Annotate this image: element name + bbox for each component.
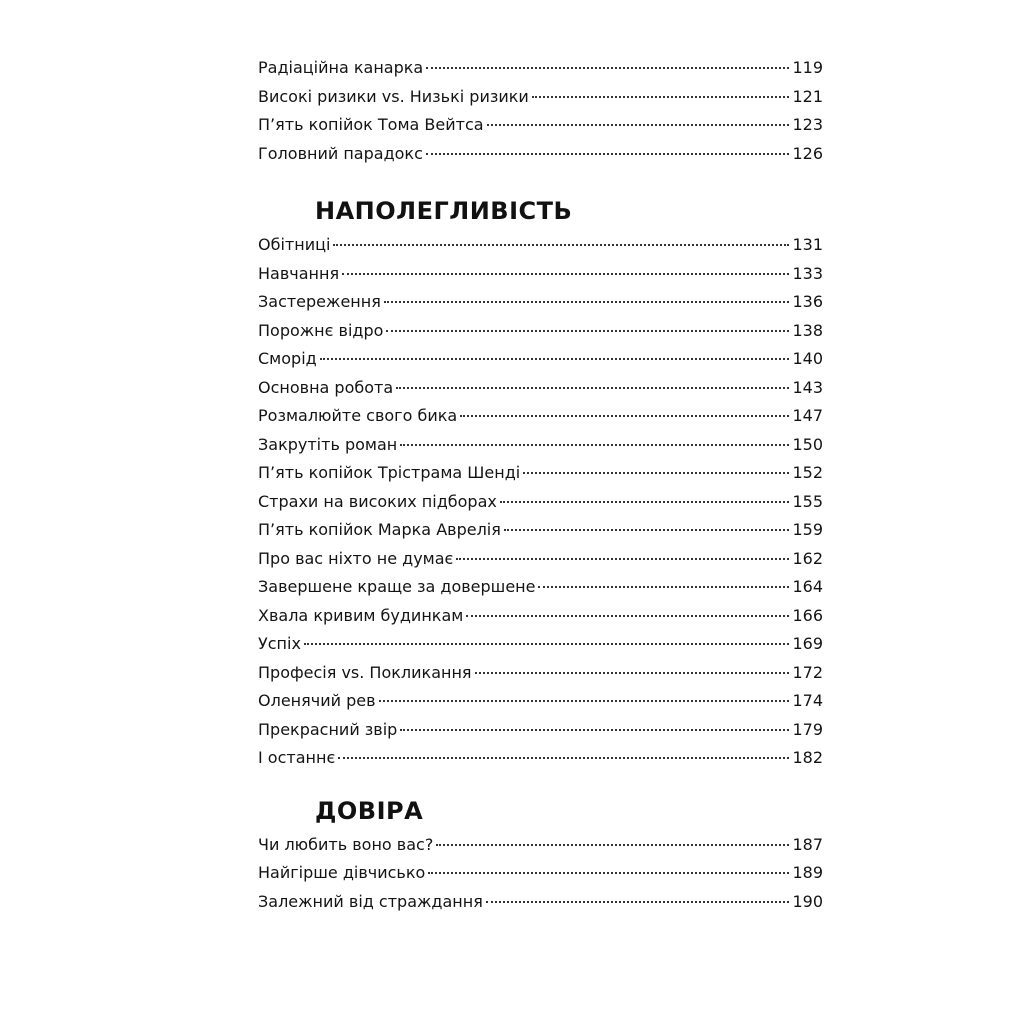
toc-entry <box>258 459 823 488</box>
dot-leader <box>338 757 789 759</box>
dot-leader <box>504 529 790 531</box>
toc-entry-title: Оленячий рев <box>258 691 376 710</box>
dot-leader <box>538 586 789 588</box>
toc-entry-page-number: 182 <box>792 748 823 767</box>
toc-entry-page-number: 166 <box>792 605 823 625</box>
dot-leader <box>532 96 790 98</box>
toc-entry-page-number: 152 <box>792 463 823 482</box>
toc-entry-title: П’ять копійок Тома Вейтса <box>258 115 484 134</box>
toc-section-continued <box>258 54 823 168</box>
toc-entry-title: Порожнє відро <box>258 320 384 340</box>
dot-leader <box>426 153 790 155</box>
toc-entry-page-number: 123 <box>792 115 823 134</box>
toc-entry-page-number: 169 <box>792 634 823 653</box>
toc-entry-page-number: 189 <box>792 863 823 882</box>
toc-entry-page-number: 155 <box>792 491 823 511</box>
toc-entry-page-number: 187 <box>792 834 823 854</box>
dot-leader <box>486 901 790 903</box>
toc-entry <box>258 374 823 403</box>
toc-entry-title: Завершене краще за довершене <box>258 577 536 596</box>
toc-entry <box>258 260 823 289</box>
toc-entry-title: Чи любить воно вас? <box>258 834 434 854</box>
toc-entry-title: Сморід <box>258 349 317 368</box>
dot-leader <box>400 444 789 446</box>
toc-entry <box>258 859 823 888</box>
toc-entry-page-number: 131 <box>792 235 823 254</box>
dot-leader <box>400 729 789 731</box>
toc-entry-title: Головний парадокс <box>258 143 423 163</box>
toc-entry-title: П’ять копійок Марка Аврелія <box>258 520 501 539</box>
toc-entry-title: Високі ризики vs. Низькі ризики <box>258 86 529 106</box>
dot-leader <box>436 844 789 846</box>
dot-leader <box>333 244 789 246</box>
toc-entry-page-number: 190 <box>792 891 823 911</box>
toc-entry-page-number: 138 <box>792 320 823 340</box>
toc-entry-title: Найгірше дівчисько <box>258 863 426 882</box>
toc-entry-title: Обітниці <box>258 235 331 254</box>
toc-entry <box>258 317 823 346</box>
dot-leader <box>379 700 790 702</box>
toc-entry-page-number: 179 <box>792 719 823 739</box>
dot-leader <box>456 558 789 560</box>
toc-entry-title: Хвала кривим будинкам <box>258 605 464 625</box>
toc-entry-title: Страхи на високих підборах <box>258 491 497 511</box>
toc-entry-page-number: 172 <box>792 662 823 682</box>
dot-leader <box>460 415 789 417</box>
toc-entry-title: П’ять копійок Трістрама Шенді <box>258 463 521 482</box>
dot-leader <box>466 615 789 617</box>
toc-entry-title: Залежний від страждання <box>258 891 483 911</box>
dot-leader <box>386 330 789 332</box>
toc-entry-page-number: 159 <box>792 520 823 539</box>
toc-entry <box>258 659 823 688</box>
toc-entry-title: Успіх <box>258 634 301 653</box>
dot-leader <box>487 124 790 126</box>
toc-entry-page-number: 162 <box>792 548 823 568</box>
dot-leader <box>320 358 790 360</box>
toc-entry <box>258 231 823 260</box>
table-of-contents <box>258 54 823 916</box>
toc-entry <box>258 402 823 431</box>
toc-entry-page-number: 119 <box>792 58 823 77</box>
toc-entry <box>258 687 823 716</box>
toc-entry-page-number: 121 <box>792 86 823 106</box>
toc-entry-page-number: 147 <box>792 406 823 425</box>
section-heading-trust: ДОВІРА <box>315 796 424 825</box>
toc-entry-title: І останнє <box>258 748 336 767</box>
toc-entry-title: Навчання <box>258 263 340 283</box>
dot-leader <box>426 67 789 69</box>
toc-entry <box>258 602 823 631</box>
toc-entry <box>258 54 823 83</box>
toc-entry-page-number: 164 <box>792 577 823 596</box>
toc-entry <box>258 573 823 602</box>
toc-entry-title: Основна робота <box>258 377 394 397</box>
toc-entry <box>258 888 823 917</box>
dot-leader <box>428 872 789 874</box>
toc-entry-title: Про вас ніхто не думає <box>258 548 454 568</box>
section-heading-perseverance: НАПОЛЕГЛИВІСТЬ <box>315 197 573 225</box>
toc-entry-page-number: 126 <box>792 143 823 163</box>
toc-entry-title: Прекрасний звір <box>258 719 398 739</box>
dot-leader <box>396 387 789 389</box>
toc-entry <box>258 431 823 460</box>
toc-entry <box>258 545 823 574</box>
toc-entry-page-number: 174 <box>792 691 823 710</box>
toc-entry <box>258 716 823 745</box>
toc-entry-title: Закрутіть роман <box>258 434 398 454</box>
toc-entry <box>258 288 823 317</box>
toc-entry <box>258 83 823 112</box>
toc-entry-page-number: 143 <box>792 377 823 397</box>
dot-leader <box>342 273 789 275</box>
toc-entry <box>258 516 823 545</box>
toc-entry-title: Застереження <box>258 292 381 311</box>
toc-entry <box>258 744 823 773</box>
toc-entry-title: Професія vs. Покликання <box>258 662 472 682</box>
toc-entry-title: Радіаційна канарка <box>258 58 424 77</box>
toc-entry <box>258 488 823 517</box>
dot-leader <box>500 501 790 503</box>
toc-entry-page-number: 133 <box>792 263 823 283</box>
toc-entry-page-number: 136 <box>792 292 823 311</box>
toc-entry <box>258 345 823 374</box>
toc-entry <box>258 111 823 140</box>
toc-section-perseverance <box>258 231 823 773</box>
toc-entry <box>258 140 823 169</box>
toc-entry-page-number: 150 <box>792 434 823 454</box>
dot-leader <box>384 301 790 303</box>
toc-entry-page-number: 140 <box>792 349 823 368</box>
toc-entry <box>258 831 823 860</box>
dot-leader <box>523 472 789 474</box>
toc-entry <box>258 630 823 659</box>
toc-section-trust <box>258 831 823 917</box>
toc-entry-title: Розмалюйте свого бика <box>258 406 458 425</box>
dot-leader <box>304 643 790 645</box>
dot-leader <box>475 672 790 674</box>
